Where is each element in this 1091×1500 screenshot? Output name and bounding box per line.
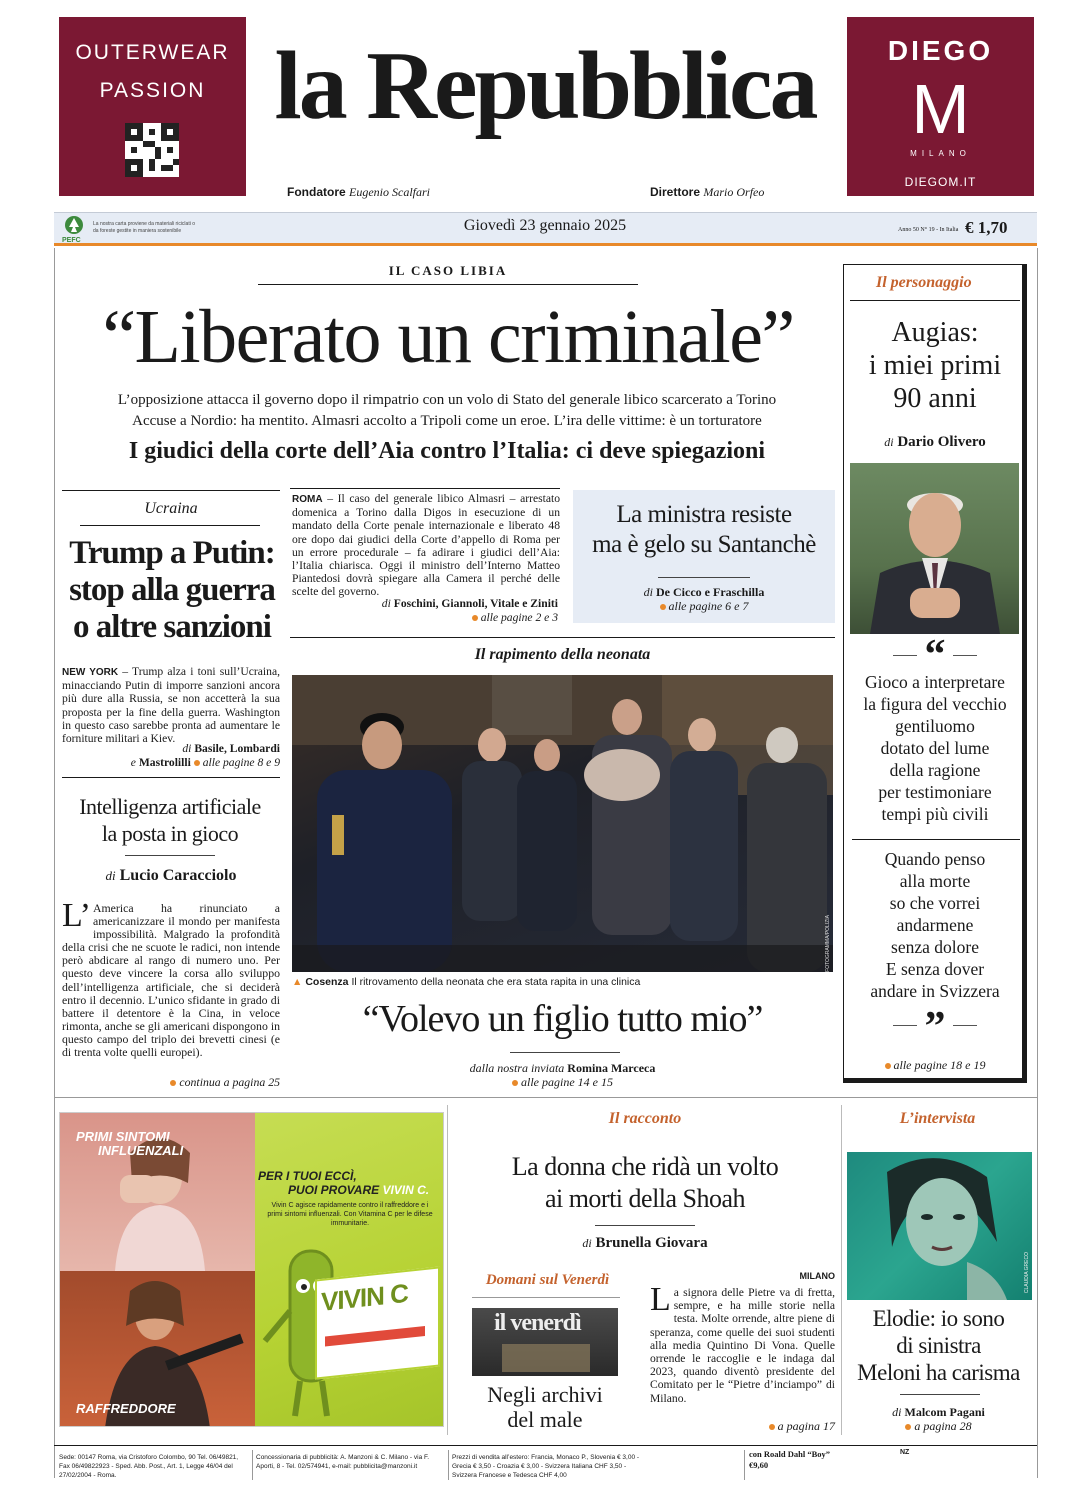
kidnap-headline[interactable]: “Volevo un figlio tutto mio” xyxy=(362,998,763,1040)
footer-divider-3 xyxy=(744,1450,745,1480)
kidnap-pages-text: alle pagine 14 e 15 xyxy=(521,1075,613,1089)
venerdi-cover[interactable] xyxy=(472,1308,618,1376)
santanche-rule xyxy=(658,577,750,578)
shoah-pages-text: a pagina 17 xyxy=(777,1419,835,1433)
augias-byline-name: Dario Olivero xyxy=(897,434,986,450)
ukraine-byline-di: di xyxy=(182,742,192,755)
shoah-byline xyxy=(450,1235,840,1252)
shoah-rule xyxy=(595,1225,695,1226)
ad-outerwear-line1: OUTERWEAR xyxy=(75,41,230,64)
ukraine-byline-1: Basile, Lombardi xyxy=(194,742,280,755)
footer-divider-2 xyxy=(448,1450,449,1480)
santanche-box[interactable] xyxy=(573,490,835,623)
director-name: Mario Orfeo xyxy=(703,185,765,199)
elodie-kicker: L’intervista xyxy=(899,1110,976,1127)
bullet-icon xyxy=(512,1080,518,1086)
kidnap-caption xyxy=(292,976,833,988)
augias-quote-2-line: alla morte xyxy=(899,871,971,891)
ai-headline-2: la posta in gioco xyxy=(101,821,239,846)
augias-quote-1-line: tempi più civili xyxy=(881,804,989,824)
kidnap-photo-illustration xyxy=(292,675,833,972)
elodie-pages[interactable] xyxy=(845,1419,1032,1434)
ad-diego-city: MILANO xyxy=(910,149,971,158)
lead-body-text: – Il caso del generale libico Almasri – arrestato domenica a Torino dalla Digos in esecuzione di un mandato della Corte penale internazionale e liberato 48 ore dopo dai giudici della Corte d’appello di Roma per un errore procedurale – fa adirare i giudici dell’Aia: l’Italia chiarisca. Oggi il ministro dell’Interno Matteo Piantedosi dovrà spiegare alla Camera il perché delle scelte del governo. xyxy=(292,492,560,599)
shoah-byline-name: Brunella Giovara xyxy=(595,1235,708,1251)
footer-col4-line1: con Roald Dahl “Boy” xyxy=(749,1449,830,1459)
kidnap-rule xyxy=(510,1052,620,1053)
lead-kicker-rule xyxy=(258,284,638,285)
ai-byline-name: Lucio Caracciolo xyxy=(119,867,237,884)
ukraine-headline-2: stop alla guerra xyxy=(69,572,275,608)
augias-quote-1-line: la figura del vecchio xyxy=(863,694,1007,714)
augias-quote-2-line: E senza dover xyxy=(885,959,985,979)
augias-headline-3: 90 anni xyxy=(893,383,977,414)
issue-price: € 1,70 xyxy=(965,218,1008,237)
page-right-border xyxy=(1037,248,1038,1478)
pefc-text: La nostra carta proviene da materiali riciclati o da foreste gestite in maniera sostenibile xyxy=(93,221,195,234)
venerdi-mag-title: il venerdì xyxy=(494,1310,581,1336)
augias-quote-2-line: Quando penso xyxy=(884,849,986,869)
masthead-title[interactable]: la Repubblica xyxy=(274,32,816,140)
lead-deck xyxy=(62,390,832,432)
ai-rule xyxy=(125,855,215,856)
ukraine-kicker-rule xyxy=(80,525,260,526)
augias-quote-2 xyxy=(845,848,1025,1002)
shoah-dropcap: L xyxy=(650,1281,671,1318)
lead-byline-names: Foschini, Giannoli, Vitale e Ziniti xyxy=(393,597,558,610)
lead-deck-line2: Accuse a Nordio: ha mentito. Almasri accolto a Tripoli come un eroe. L’ira delle vittime: è un torturatore xyxy=(132,413,762,429)
ad-vivin-footer: RAFFREDDORE xyxy=(76,1401,176,1416)
ukraine-byline-2: Mastrolilli xyxy=(138,756,191,769)
pefc-logo xyxy=(62,215,88,245)
augias-headline[interactable] xyxy=(845,316,1025,415)
kidnap-byline xyxy=(290,1061,835,1076)
shoah-headline-1: La donna che ridà un volto xyxy=(511,1152,779,1181)
santanche-pages-text: alle pagine 6 e 7 xyxy=(668,599,749,613)
shoah-right-rule xyxy=(841,1105,842,1435)
augias-photo[interactable] xyxy=(850,463,1019,634)
augias-quote-rule-left xyxy=(893,655,917,656)
kidnap-photo[interactable] xyxy=(292,675,833,972)
lead-pages[interactable] xyxy=(292,611,558,624)
bullet-icon xyxy=(885,1063,891,1069)
santanche-pages[interactable] xyxy=(573,599,835,614)
ai-dropcap: L’ xyxy=(62,897,91,934)
lead-body-place: ROMA xyxy=(292,494,323,505)
shoah-pages[interactable] xyxy=(650,1419,835,1434)
ai-headline-1: Intelligenza artificiale xyxy=(79,794,261,819)
pefc-tree-icon xyxy=(62,215,86,235)
elodie-headline[interactable] xyxy=(845,1305,1032,1386)
augias-close-rule-right xyxy=(953,1025,977,1026)
ad-vivin-brand: VIVIN C. xyxy=(382,1183,430,1197)
ukraine-headline[interactable] xyxy=(58,535,286,646)
augias-pages[interactable] xyxy=(845,1058,1025,1073)
ad-vivin-offer2-text: PUOI PROVARE xyxy=(288,1183,380,1197)
bullet-icon xyxy=(194,760,200,766)
kidnap-caption-text: Il ritrovamento della neonata che era stata rapita in una clinica xyxy=(351,976,641,988)
lead-subhead[interactable]: I giudici della corte dell’Aia contro l’Italia: ci deve spiegazioni xyxy=(128,438,766,464)
augias-quote-2-line: andarmene xyxy=(896,915,974,935)
venerdi-headline-2: del male xyxy=(507,1407,583,1432)
santanche-headline-1: La ministra resiste xyxy=(616,501,792,528)
ad-diego-url: DIEGOM.IT xyxy=(904,175,977,189)
ukraine-byline xyxy=(62,742,280,755)
elodie-byline xyxy=(845,1405,1032,1420)
shoah-headline[interactable] xyxy=(450,1151,840,1215)
vivin-box-stripe xyxy=(325,1326,425,1347)
augias-byline xyxy=(845,434,1025,451)
augias-quote-2-line: so che vorrei xyxy=(889,893,981,913)
ai-body xyxy=(62,897,280,1060)
issue-info: Anno 50 N° 19 - In Italia xyxy=(898,227,959,233)
venerdi-headline-1: Negli archivi xyxy=(487,1382,603,1407)
augias-quote-1-line: dotato del lume xyxy=(880,738,990,758)
augias-headline-2: i miei primi xyxy=(868,350,1002,381)
augias-pages-text: alle pagine 18 e 19 xyxy=(893,1058,986,1072)
santanche-headline-2: ma è gelo su Santanchè xyxy=(592,531,816,558)
director-line xyxy=(650,185,764,200)
caption-triangle-icon: ▲ xyxy=(292,976,303,988)
kidnap-byline-name: Romina Marceca xyxy=(567,1061,656,1075)
footer-col3: Prezzi di vendita all’estero: Francia, Monaco P., Slovenia € 3,00 - Grecia € 3,50 - Croazia € 3,00 - Svizzera Italiana CHF 3,50 - Svizzera Francese e Tedesca CHF 4,00 xyxy=(452,1454,640,1479)
footer-col4-line2: €9,60 xyxy=(749,1460,769,1470)
ukraine-byline-line2 xyxy=(62,756,280,769)
bullet-icon xyxy=(170,1080,176,1086)
ad-vivin-offer2 xyxy=(288,1183,429,1197)
venerdi-rule xyxy=(472,1297,620,1298)
augias-open-quote: “ xyxy=(924,632,946,678)
founder-line xyxy=(287,185,430,200)
shoah-body xyxy=(650,1281,835,1405)
ukraine-pages[interactable]: alle pagine 8 e 9 xyxy=(202,756,280,769)
augias-quote-2-line: andare in Svizzera xyxy=(870,981,1000,1001)
augias-headline-1: Augias: xyxy=(891,317,979,348)
elodie-byline-di: di xyxy=(892,1405,902,1419)
vivin-product-box xyxy=(315,1266,440,1379)
ad-vivin-line2: INFLUENZALI xyxy=(98,1143,184,1158)
lead-headline[interactable]: “Liberato un criminale” xyxy=(102,295,794,379)
kidnap-byline-pre: dalla nostra inviata xyxy=(469,1061,565,1075)
augias-byline-di: di xyxy=(884,435,894,449)
ukraine-byline-e: e xyxy=(130,756,136,769)
ad-diego-letter: M xyxy=(911,70,970,148)
ukraine-bottom-rule xyxy=(62,777,280,778)
bullet-icon xyxy=(905,1424,911,1430)
footer-rule xyxy=(54,1445,1037,1446)
augias-close-quote: ” xyxy=(924,1004,946,1050)
founder-label: Fondatore xyxy=(287,185,346,199)
bottom-section-rule xyxy=(54,1097,1037,1098)
kidnap-pages[interactable] xyxy=(290,1075,835,1090)
shoah-byline-di: di xyxy=(582,1236,592,1250)
footer-col1: Sede: 00147 Roma, via Cristoforo Colombo, 90 Tel. 06/49821, Fax 06/49822923 - Sped. Abb. Post., Art. 1, Legge 46/04 del 27/02/2004 - Roma. xyxy=(59,1454,239,1479)
santanche-byline-names: De Cicco e Fraschilla xyxy=(656,585,765,599)
lead-deck-line1: L’opposizione attacca il governo dopo il rimpatrio con un volo di Stato del generale libico scarcerato a Torino xyxy=(117,392,777,408)
shoah-kicker: Il racconto xyxy=(608,1110,682,1127)
qr-code-icon[interactable] xyxy=(125,123,179,177)
pefc-label: PEFC xyxy=(62,237,81,244)
kidnap-caption-place: Cosenza xyxy=(305,976,349,988)
ad-outerwear-line2: PASSION xyxy=(99,79,206,102)
augias-kicker-rule xyxy=(850,300,1020,301)
ad-vivin-line1: PRIMI SINTOMI xyxy=(76,1129,170,1144)
venerdi-kicker: Domani sul Venerdì xyxy=(485,1272,610,1288)
ad-vivin-c[interactable] xyxy=(59,1112,444,1427)
augias-quote-1-line: per testimoniare xyxy=(878,782,992,802)
ukraine-headline-3: o altre sanzioni xyxy=(73,609,271,645)
ai-byline-di: di xyxy=(105,868,116,883)
ai-byline xyxy=(62,867,280,885)
lead-byline xyxy=(292,597,558,610)
elodie-byline-name: Malcom Pagani xyxy=(904,1405,985,1419)
ukraine-kicker: Ucraina xyxy=(144,500,198,517)
augias-quote-rule-right xyxy=(953,655,977,656)
santanche-byline-di: di xyxy=(643,585,654,599)
augias-portrait-illustration xyxy=(850,463,1019,634)
lead-pages-text: alle pagine 2 e 3 xyxy=(480,611,558,624)
bullet-icon xyxy=(660,604,666,610)
elodie-portrait-illustration xyxy=(847,1152,1032,1300)
augias-quote-2-line: senza dolore xyxy=(891,937,979,957)
ad-diego-brand: DIEGO xyxy=(887,35,994,66)
ukraine-body-text: – Trump alza i toni sull’Ucraina, minacciando Putin di imporre sanzioni ancora più dure alla Russia, se non accetterà la sua proposta per la fine della guerra. Washington in questo caso sarebbe pronta ad aumentare le forniture militari a Kiev. xyxy=(62,665,280,746)
vivin-box-label: VIVIN C xyxy=(321,1277,408,1317)
kidnap-top-rule xyxy=(290,637,835,638)
elodie-headline-2: di sinistra xyxy=(896,1333,981,1358)
founder-name: Eugenio Scalfari xyxy=(349,185,431,199)
venerdi-headline[interactable] xyxy=(465,1382,625,1432)
augias-quote-1 xyxy=(845,671,1025,825)
shoah-left-rule xyxy=(447,1105,448,1435)
footer-divider-1 xyxy=(252,1450,253,1480)
elodie-headline-3: Meloni ha carisma xyxy=(857,1360,1020,1385)
bullet-icon xyxy=(769,1424,775,1430)
elodie-headline-1: Elodie: io sono xyxy=(872,1306,1005,1331)
page-left-border xyxy=(54,248,55,1478)
elodie-rule xyxy=(900,1394,980,1395)
ai-body-text: America ha rinunciato a americanizzare il mondo per manifesta impossibilità. Malgrado la profondità della crisi che ne scuote le radici, non intende però abdicare al rango di numero uno. Per questo deve vincere la corsa allo sviluppo dell’intelligenza artificiale, che si deciderà entro il decennio. L’unico sfidante in grado di battere il detentore è la Cina, in veloce rimonta, anche se gli americani dispongono in questo campo del triplo dei brevetti cinesi (e di trenta volte quelli europei). xyxy=(62,901,280,1060)
ukraine-body xyxy=(62,665,280,745)
ad-diego-m[interactable] xyxy=(847,17,1034,196)
venerdi-cover-art xyxy=(502,1344,590,1372)
bullet-icon xyxy=(472,615,478,621)
kidnap-photo-credit: FOTOGRAMMA/POLIZIA xyxy=(825,915,831,972)
augias-kicker: Il personaggio xyxy=(876,274,972,291)
augias-quote-1-line: gentiluomo xyxy=(895,716,975,736)
footer-col2: Concessionaria di pubblicità: A. Manzoni & C. Milano - via F. Aporti, 8 - Tel. 02/574941, e-mail: pubblicita@manzoni.it xyxy=(256,1454,430,1470)
footer-col5: NZ xyxy=(900,1449,910,1456)
lead-kicker: IL CASO LIBIA xyxy=(388,263,508,278)
ad-outerwear[interactable] xyxy=(59,17,246,196)
shoah-headline-2: ai morti della Shoah xyxy=(544,1184,746,1213)
lead-body-rule xyxy=(290,488,560,489)
lead-byline-di: di xyxy=(381,597,391,610)
elodie-pages-text: a pagina 28 xyxy=(914,1419,972,1433)
elodie-photo[interactable] xyxy=(847,1152,1032,1300)
ukraine-headline-1: Trump a Putin: xyxy=(69,535,275,571)
issue-date: Giovedì 23 gennaio 2025 xyxy=(463,217,627,234)
shoah-place: MILANO xyxy=(799,1271,835,1281)
shoah-body-text: a signora delle Pietre va di fretta, sempre, e ha mille storie nella testa. Molte orrende, altre piene di speranza, come quelle dei suoi studenti alla media Quintino Di Vona. Quelle orrende le raccoglie e le indaga dal 2023, quando diventò presidente del Comitato per le “Pietre d’inciampo” di Milano. xyxy=(650,1286,835,1405)
ai-headline[interactable] xyxy=(58,793,282,847)
santanche-byline xyxy=(573,585,835,600)
ai-continue[interactable] xyxy=(62,1075,280,1090)
ad-vivin-offer1: PER I TUOI ECCÌ, xyxy=(258,1169,357,1183)
elodie-photo-credit: CLAUDIA GRECO xyxy=(1024,1252,1030,1294)
director-label: Direttore xyxy=(650,185,701,199)
ukraine-top-rule xyxy=(62,490,280,491)
kidnap-kicker: Il rapimento della neonata xyxy=(474,646,651,663)
ukraine-body-place: NEW YORK xyxy=(62,667,119,678)
ad-vivin-desc: Vivin C agisce rapidamente contro il raffreddore e i primi sintomi influenzali. Con Vitamina C per le difese immunitarie. xyxy=(267,1202,433,1227)
augias-quote-1-line: Gioco a interpretare xyxy=(865,672,1005,692)
lead-body xyxy=(292,492,560,599)
augias-quote-divider xyxy=(852,839,1020,840)
footer-col4 xyxy=(749,1449,869,1471)
augias-quote-1-line: della ragione xyxy=(889,760,981,780)
ai-continue-text: continua a pagina 25 xyxy=(179,1075,280,1089)
